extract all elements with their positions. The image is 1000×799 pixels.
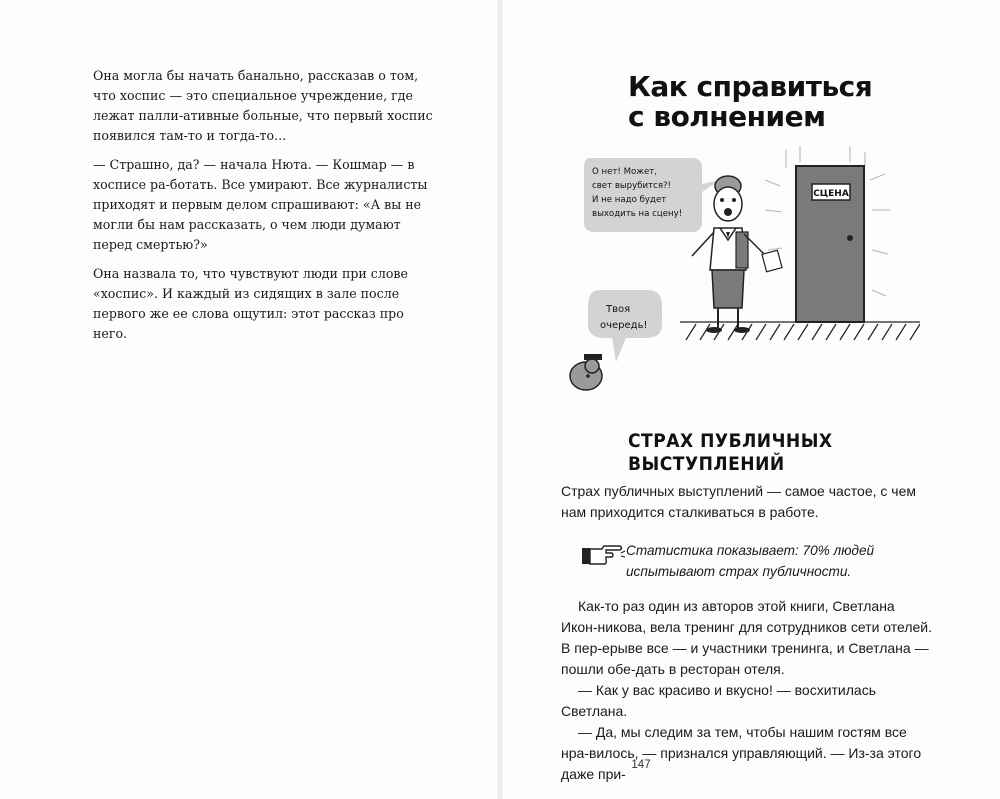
body-paragraph-3: — Да, мы следим за тем, чтобы нашим гостям все нра-вилось, — признался управляющий. — Из-за этого даже при- (561, 724, 922, 782)
door-sign-text: СЦЕНА (813, 189, 849, 199)
chapter-title-line-2: с волнением (628, 100, 826, 133)
left-paragraph-1: Она могла бы начать банально, рассказав о том, что хоспис — это специальное учреждение, где лежат палли-ативные больные, что первый хоспис появился там-то и тогда-то... (93, 68, 433, 143)
stage-fright-illustration (560, 140, 920, 400)
body-paragraph-1: Как-то раз один из авторов этой книги, Светлана Икон-никова, вела тренинг для сотрудников сети отелей. В пер-ерыве все — и участники тренинга, и Светлана — пошли обе-дать в ресторан отеля. (561, 598, 932, 677)
body-text (561, 596, 933, 785)
chapter-title (628, 72, 928, 132)
svg-text:О нет! Может,: О нет! Может, (592, 167, 658, 177)
svg-text:очередь!: очередь! (600, 320, 648, 331)
mouse-character (570, 354, 602, 390)
intro-paragraph: Страх публичных выступлений — самое частое, с чем нам приходится сталкиваться в работе. (561, 483, 916, 520)
pointing-hand-icon (580, 542, 626, 568)
svg-text:выходить на сцену!: выходить на сцену! (592, 209, 683, 219)
nervous-man (692, 176, 782, 333)
intro-text (561, 481, 933, 523)
svg-text:Твоя: Твоя (606, 304, 631, 315)
left-paragraph-3: Она назвала то, что чувствуют люди при слове «хоспис». И каждый из сидящих в зале после первого же ее слова ощутил: этот рассказ про него. (93, 266, 408, 341)
page-gutter (497, 0, 503, 799)
section-title-line-2: ВЫСТУПЛЕНИЙ (628, 453, 785, 475)
statistics-callout (580, 540, 910, 586)
statistics-quote: Статистика показывает: 70% людей испытывают страх публичности. (626, 543, 875, 579)
left-paragraph-2: — Страшно, да? — начала Нюта. — Кошмар — в хосписе ра-ботать. Все умирают. Все журналисты приходят и первым делом спрашивают: «А вы не могли бы нам рассказать, о чем люди думают перед смертью?» (93, 157, 428, 252)
page-number: 147 (631, 759, 651, 771)
door-knob (847, 235, 853, 241)
chapter-title-line-1: Как справиться (628, 70, 873, 103)
body-paragraph-2: — Как у вас красиво и вкусно! — восхитилась Светлана. (561, 682, 876, 719)
section-title-line-1: СТРАХ ПУБЛИЧНЫХ (628, 430, 833, 452)
section-title (628, 430, 858, 476)
svg-text:свет вырубится?!: свет вырубится?! (592, 181, 671, 191)
svg-text:И не надо будет: И не надо будет (592, 195, 667, 205)
left-page-text (93, 66, 438, 353)
